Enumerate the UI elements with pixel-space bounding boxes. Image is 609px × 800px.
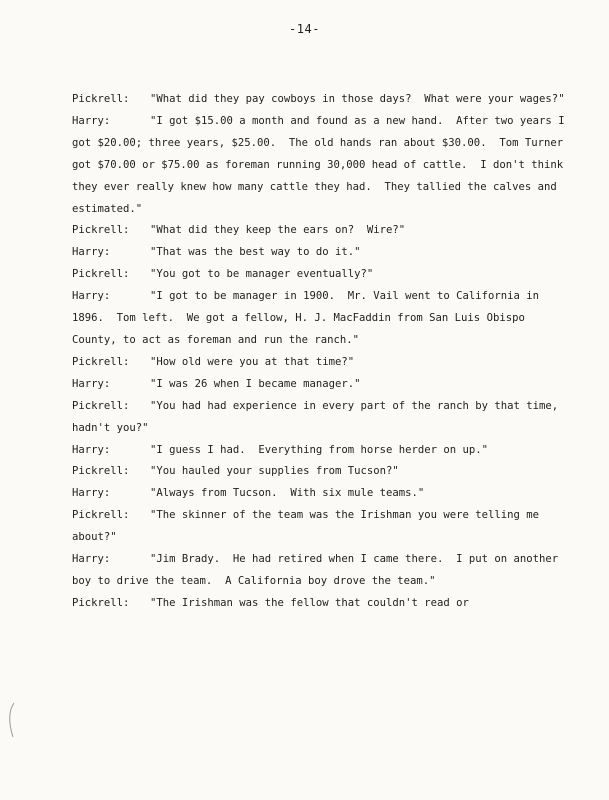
speaker-label: Pickrell: (72, 224, 130, 237)
utterance-text: "How old were you at that time?" (150, 355, 355, 368)
utterance-text: "I got to be manager in 1900. Mr. Vail went to California in 1896. Tom left. We got a fellow, H. J. MacFaddin from San Luis Obispo County, to act as foreman and run the ranch." (72, 290, 546, 346)
transcript-entry (72, 242, 572, 264)
speaker-label: Pickrell: (72, 355, 130, 368)
utterance-text: "You had had experience in every part of the ranch by that time, hadn't you?" (72, 399, 565, 434)
speaker-label: Harry: (72, 114, 111, 127)
utterance-text: "That was the best way to do it." (150, 246, 361, 259)
transcript-entry (72, 483, 572, 505)
speaker-label: Harry: (72, 487, 111, 500)
transcript-entry (72, 89, 572, 111)
utterance-text: "You hauled your supplies from Tucson?" (150, 465, 399, 478)
speaker-label: Pickrell: (72, 465, 130, 478)
transcript-entry (72, 264, 572, 286)
speaker-label: Pickrell: (72, 596, 130, 609)
utterance-text: "What did they pay cowboys in those days? What were your wages?" (150, 93, 565, 105)
transcript-entry (72, 220, 572, 242)
transcript-entry (72, 440, 572, 462)
speaker-label: Harry: (72, 246, 111, 259)
utterance-text: "The skinner of the team was the Irishman you were telling me about?" (72, 509, 546, 544)
speaker-label: Harry: (72, 377, 111, 390)
page-number: -14- (289, 22, 320, 36)
transcript-entry (72, 549, 572, 593)
utterance-text: "I got $15.00 a month and found as a new hand. After two years I got $20.00; three years, $25.00. The old hands ran about $30.00. Tom Turner got $70.00 or $75.00 as foreman running 30,000 head of cattle. I don't think they ever really knew how many cattle they had. They tallied the calves and estimated." (72, 114, 571, 215)
transcript-entry (72, 286, 572, 352)
utterance-text: "The Irishman was the fellow that couldn't read or (150, 596, 469, 609)
utterance-text: "I was 26 when I became manager." (150, 377, 361, 390)
speaker-label: Harry: (72, 290, 111, 303)
utterance-text: "I guess I had. Everything from horse herder on up." (150, 443, 489, 456)
transcript-entry (72, 593, 572, 615)
interview-transcript (72, 89, 572, 615)
transcript-entry (72, 374, 572, 396)
transcript-entry (72, 111, 572, 221)
transcript-entry (72, 505, 572, 549)
utterance-text: "You got to be manager eventually?" (150, 268, 374, 281)
speaker-label: Harry: (72, 443, 111, 456)
utterance-text: "What did they keep the ears on? Wire?" (150, 224, 406, 237)
transcript-entry (72, 396, 572, 440)
transcript-entry (72, 461, 572, 483)
utterance-text: "Always from Tucson. With six mule teams." (150, 487, 425, 500)
margin-pencil-mark (6, 702, 16, 738)
speaker-label: Pickrell: (72, 509, 130, 522)
transcript-entry (72, 352, 572, 374)
speaker-label: Harry: (72, 553, 111, 566)
utterance-text: "Jim Brady. He had retired when I came there. I put on another boy to drive the team. A California boy drove the team." (72, 553, 565, 587)
speaker-label: Pickrell: (72, 268, 130, 281)
speaker-label: Pickrell: (72, 93, 130, 105)
speaker-label: Pickrell: (72, 399, 130, 412)
